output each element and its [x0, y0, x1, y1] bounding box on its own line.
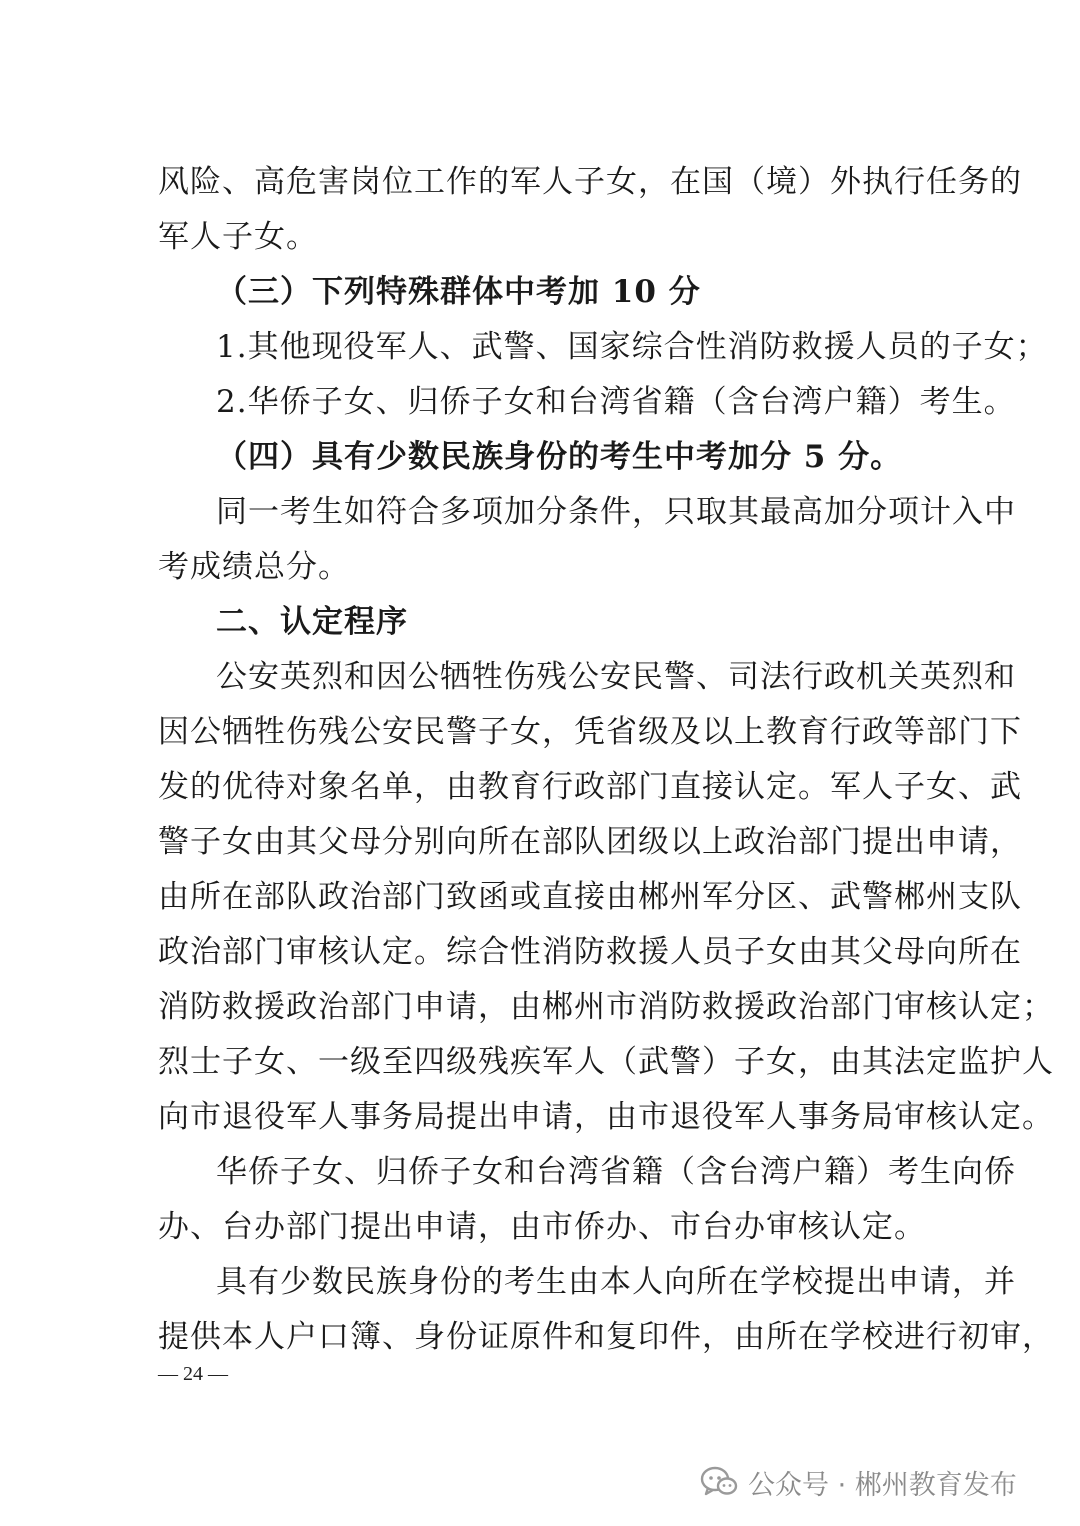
text-line: 由所在部队政治部门致函或直接由郴州军分区、武警郴州支队	[158, 879, 1022, 915]
wechat-official-account-icon	[700, 1466, 738, 1498]
text-line: 烈士子女、一级至四级残疾军人（武警）子女，由其法定监护人	[158, 1044, 1054, 1080]
text-line: 政治部门审核认定。综合性消防救援人员子女由其父母向所在	[158, 934, 1022, 970]
watermark-text: 公众号 · 郴州教育发布	[748, 1469, 1017, 1501]
text-line: 公安英烈和因公牺牲伤残公安民警、司法行政机关英烈和	[216, 659, 1016, 695]
text-line: 华侨子女、归侨子女和台湾省籍（含台湾户籍）考生向侨	[216, 1154, 1016, 1190]
section-heading-4: （四）具有少数民族身份的考生中考加分 5 分。	[216, 439, 903, 475]
section-heading-3: （三）下列特殊群体中考加 10 分	[216, 274, 701, 310]
text-line: 考成绩总分。	[158, 549, 350, 585]
text-line: 办、台办部门提出申请，由市侨办、市台办审核认定。	[158, 1209, 926, 1245]
chapter-heading: 二、认定程序	[216, 604, 408, 640]
text-line: 提供本人户口簿、身份证原件和复印件，由所在学校进行初审，	[158, 1319, 1054, 1355]
list-item: 2.华侨子女、归侨子女和台湾省籍（含台湾户籍）考生。	[216, 384, 1016, 420]
text-line: 军人子女。	[158, 219, 318, 255]
text-line: 消防救援政治部门申请，由郴州市消防救援政治部门审核认定；	[158, 989, 1054, 1025]
page-number: — 24 —	[158, 1363, 228, 1385]
text-line: 因公牺牲伤残公安民警子女，凭省级及以上教育行政等部门下	[158, 714, 1022, 750]
text-line: 向市退役军人事务局提出申请，由市退役军人事务局审核认定。	[158, 1099, 1054, 1135]
text-line: 风险、高危害岗位工作的军人子女，在国（境）外执行任务的	[158, 164, 1022, 200]
list-item: 1.其他现役军人、武警、国家综合性消防救援人员的子女；	[216, 329, 1048, 365]
text-line: 警子女由其父母分别向所在部队团级以上政治部门提出申请，	[158, 824, 1022, 860]
watermark	[700, 1462, 1017, 1502]
text-line: 具有少数民族身份的考生由本人向所在学校提出申请，并	[216, 1264, 1016, 1300]
text-line: 发的优待对象名单，由教育行政部门直接认定。军人子女、武	[158, 769, 1022, 805]
text-line: 同一考生如符合多项加分条件，只取其最高加分项计入中	[216, 494, 1016, 530]
